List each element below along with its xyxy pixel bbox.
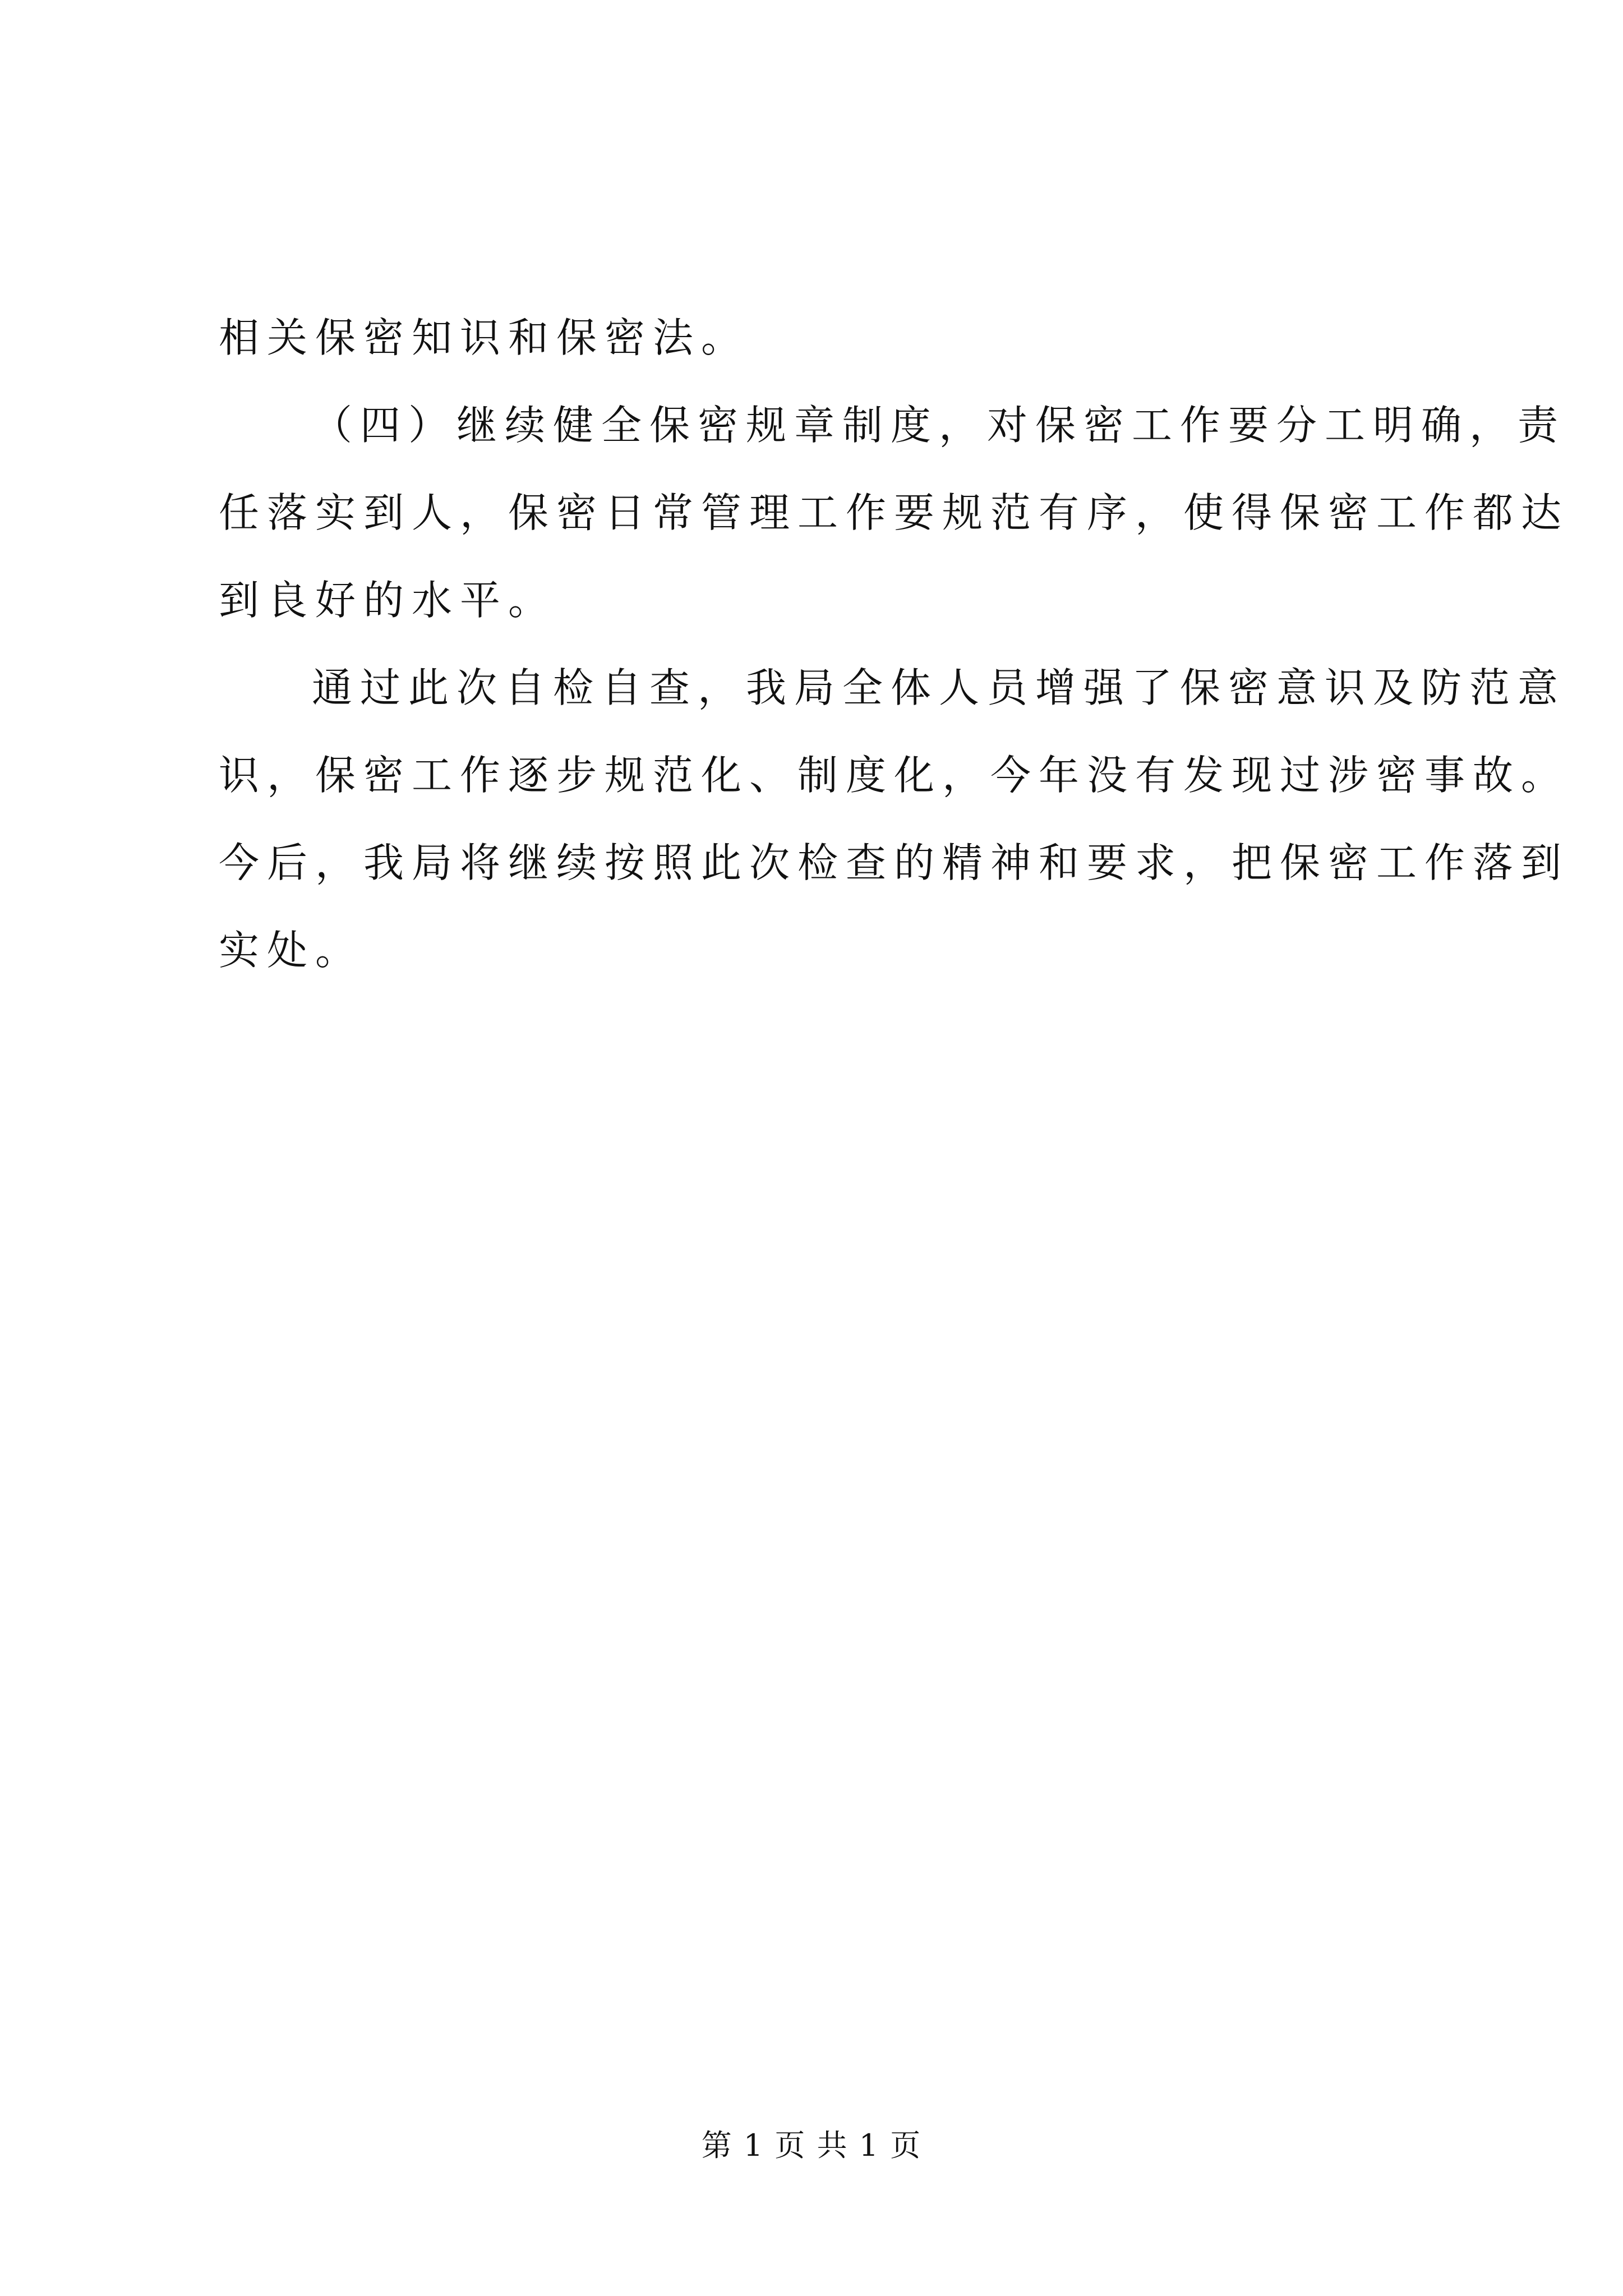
paragraph-line: 实处。 xyxy=(219,927,364,974)
paragraph-line: 任落实到人，保密日常管理工作要规范有序，使得保密工作都达 xyxy=(219,489,1570,536)
paragraph-line: 相关保密知识和保密法。 xyxy=(219,314,750,361)
paragraph-line: （四）继续健全保密规章制度，对保密工作要分工明确，责 xyxy=(312,402,1566,449)
paragraph-line: 到良好的水平。 xyxy=(219,577,557,624)
paragraph-line: 识，保密工作逐步规范化、制度化，今年没有发现过涉密事故。 xyxy=(219,752,1570,799)
paragraph-line: 今后，我局将继续按照此次检查的精神和要求，把保密工作落到 xyxy=(219,839,1570,886)
paragraph-line: 通过此次自检自查，我局全体人员增强了保密意识及防范意 xyxy=(312,664,1566,711)
page-number-footer: 第 1 页 共 1 页 xyxy=(701,2128,922,2163)
